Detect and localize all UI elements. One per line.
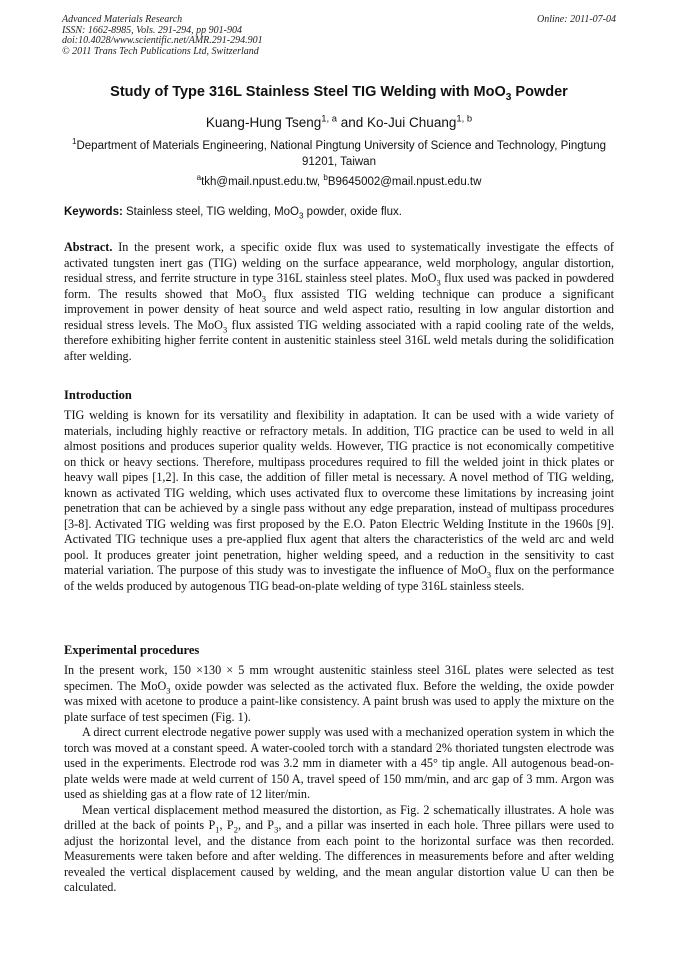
experimental-text: Mean vertical displacement method measured the distortion, as Fig. 2 schematically illustrates. A hole was drilled at the back of points P <box>64 802 614 832</box>
issn-line: ISSN: 1662-8985, Vols. 291-294, pp 901-904 <box>62 24 242 36</box>
email-a-superscript: a <box>196 173 202 183</box>
author-1: Kuang-Hung Tseng <box>205 115 322 130</box>
experimental-paragraph-3 <box>64 803 614 896</box>
affiliation-superscript: 1 <box>71 137 77 147</box>
experimental-paragraph-2: A direct current electrode negative power supply was used with a mechanized operation system in which the torch was moved at a constant speed. A water-cooled torch with a standard 2% thoriated tungsten electrode was used in the experiments. Electrode rod was 3.2 mm in diameter with a 45° tip angle. All autogenous bead-on-plate welds were made at weld current of 150 A, travel speed of 150 mm/min, and arc gap of 3 mm. Argon was used as shielding gas at a flow rate of 12 liter/min. <box>64 725 614 801</box>
email-b-superscript: b <box>323 173 328 183</box>
affiliation-text: Department of Materials Engineering, National Pingtung University of Science and Technology, Pingtung 91201, Taiwan <box>76 140 606 168</box>
experimental-text: In the present work, 150 ×130 × 5 mm wrought austenitic stainless steel 316L plates were selected as test specimen. The MoO <box>64 663 614 693</box>
experimental-subscript: 3 <box>274 824 279 835</box>
abstract-text: flux used was packed in powdered form. The results showed that MoO <box>64 271 615 301</box>
author-2: Ko-Jui Chuang <box>367 115 457 130</box>
abstract-text: In the present work, a specific oxide flux was used to systematically investigate the effects of activated tungsten inert gas (TIG) welding on the surface appearance, weld morphology, angular distortion, residual stress, and ferrite structure in type 316L stainless steel plates. MoO <box>64 240 614 285</box>
affiliation <box>70 139 608 170</box>
email-a[interactable]: tkh@mail.npust.edu.tw, <box>201 176 324 188</box>
author-2-superscript: 1, b <box>456 113 473 125</box>
introduction-subscript: 3 <box>486 569 492 580</box>
experimental-text: , and a pillar was inserted in each hole. Three pillars were used to adjust the horizontal level, and the distance from each point to the horizontal surface was then recorded. Measurements were taken before and after welding. The differences in measurements before and after welding revealed the vertical displacement caused by welding, and the mean angular distortion value U can then be calculated. <box>64 818 615 894</box>
title-subscript: 3 <box>505 91 512 103</box>
experimental-text: , and P <box>237 818 275 832</box>
author-conjunction: and <box>337 115 368 130</box>
experimental-subscript: 2 <box>233 824 238 835</box>
abstract-text: flux assisted TIG welding associated with a rapid cooling rate of the welds, therefore exhibiting higher ferrite content in austenitic stainless steel 316L weld metals during the solidification after welding. <box>64 317 614 363</box>
introduction-text: flux on the performance of the welds produced by autogenous TIG bead-on-plate welding of type 316L stainless steels. <box>64 563 614 593</box>
abstract-text: flux assisted TIG welding technique can produce a significant improvement in power density of heat source and weld aspect ratio, resulting in low angular distortion and residual stress levels. The MoO <box>64 286 614 332</box>
experimental-subscript: 3 <box>166 684 171 695</box>
introduction-text: TIG welding is known for its versatility and flexibility in adaptation. It can be used with a wide variety of materials, including highly reactive or refractory metals. In addition, TIG practice can be used to weld in all almost positions and produces superior quality welds. However, TIG practice is not economically competitive on thick or heavy sections. Therefore, multipass procedures required to fill the welded joint in thick plates or heavy wall pipes [1,2]. In this case, the addition of filler metal is necessary. A novel method of TIG welding, known as activated TIG welding, which uses activated flux to overcome these limitations by increasing joint penetration that can be achieved by a single pass without any edge preparation, instead of multipass procedures [3-8]. Activated TIG welding was first proposed by the E.O. Paton Electric Welding Institute in the 1960s [9]. Activated TIG technique uses a pre-applied flux agent that alters the characteristics of the weld arc and weld pool. It produces greater joint penetration, higher welding speed, and a reduction in the sensitivity to cast material variation. The purpose of this study was to investigate the influence of MoO <box>64 408 614 577</box>
doi-line[interactable]: doi:10.4028/www.scientific.net/AMR.291-294.901 <box>62 35 263 46</box>
online-date: Online: 2011-07-04 <box>537 14 616 25</box>
author-1-superscript: 1, a <box>321 113 337 125</box>
email-line <box>62 175 616 190</box>
journal-header <box>62 15 616 57</box>
keywords-subscript: 3 <box>299 211 304 221</box>
abstract-subscript: 3 <box>222 323 228 334</box>
experimental-text: oxide powder was selected as the activated flux. Before the welding, the oxide powder was mixed with acetone to produce a paint-like consistency. A paint brush was used to apply the mixture on the plate surface of test specimen (Fig. 1). <box>64 678 614 724</box>
introduction-body <box>64 408 614 594</box>
keywords-text: Stainless steel, TIG welding, MoO <box>122 206 299 218</box>
abstract <box>64 240 614 364</box>
abstract-label: Abstract. <box>64 240 113 254</box>
abstract-subscript: 3 <box>436 277 441 288</box>
title-text: Study of Type 316L Stainless Steel TIG Welding with MoO <box>110 84 506 100</box>
experimental-text: , P <box>219 818 234 832</box>
experimental-subscript: 1 <box>215 824 220 835</box>
experimental-body <box>64 663 614 896</box>
copyright-line: © 2011 Trans Tech Publications Ltd, Switzerland <box>62 45 259 57</box>
author-line <box>62 114 616 131</box>
keywords <box>64 205 616 220</box>
keywords-text-end: powder, oxide flux. <box>303 206 402 218</box>
title-text-end: Powder <box>511 84 568 100</box>
keywords-label: Keywords: <box>64 206 123 218</box>
abstract-subscript: 3 <box>261 292 267 303</box>
experimental-paragraph-1 <box>64 663 614 725</box>
paper-title <box>62 83 616 101</box>
introduction-heading: Introduction <box>64 388 132 402</box>
journal-name: Advanced Materials Research <box>62 14 183 25</box>
email-b[interactable]: B9645002@mail.npust.edu.tw <box>327 176 482 188</box>
experimental-heading: Experimental procedures <box>64 643 200 657</box>
